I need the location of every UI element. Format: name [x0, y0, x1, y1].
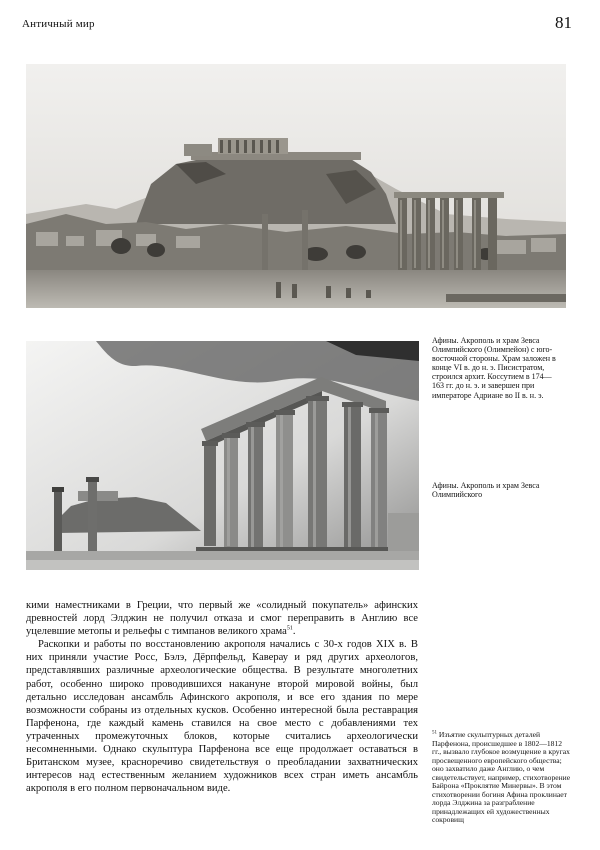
footnote	[432, 731, 572, 825]
caption-1: Афины. Акрополь и храм Зевса Олимпийского (Олимпейон) с юго-восточной стороны. Храм заложен в конце VI в. до н. э. Писистратом, строился архит. Коссутием в 174—163 гг. до н. э. и завершен при императоре Адриане во II в. н. э.	[432, 336, 556, 400]
photo-olympieion-columns	[26, 341, 419, 570]
footnote-ref-51: 51	[286, 625, 293, 632]
footnote-text: Изъятие скульптурных деталей Парфенона, происшедшее в 1802—1812 гг., вызвало глубокое возмущение в кругах просвещенного европейского общества; оно захватило даже Англию, о чем свидетельствует, например, стихотворение Байрона «Проклятие Минервы». В этом стихотворении богиня Афина проклинает лорда Элджина за разграбление принадлежащих ей художественных сокровищ	[432, 730, 571, 824]
photo-2-illustration	[26, 341, 419, 570]
paragraph-1-end: .	[292, 626, 296, 638]
body-text	[26, 599, 418, 795]
paragraph-1	[26, 599, 418, 638]
paragraph-2: Раскопки и работы по восстановлению акрополя начались с 30-х годов XIX в. В них приняли участие Росс, Бэлэ, Дёрпфельд, Кавеpау и ряд других археологов, представлявших различные археологические общества. В результате многолетних работ, особенно широко проводившихся накануне второй мировой войны, был детально исследован ансамбль Афинского акрополя, и все его здания по мере возможности собраны из отдельных кусков. Особенно интересной была реставрация Парфенона, где каждый камень ставился на свое место с добавлениями тех утраченных промежуточных блоков, которые считались археологически несомненными. Однако скульптура Парфенона все еще продолжает оставаться в Британском музее, красноречиво свидетельствуя о преобладании захватнических интересов над естественным желанием художников всех стран иметь ансамбль акрополя в его полном первоначальном виде.	[26, 639, 418, 795]
photo-1-illustration	[26, 64, 566, 308]
photo-acropolis-olympieion	[26, 64, 566, 308]
paragraph-1-text: кими наместниками в Греции, что первый же «солидный покупатель» афинских древностей лорд Элджин не получил отказа и смог переправить в Англию все уцелевшие метопы и рельефы с тимпанов великого храма	[26, 600, 418, 638]
footnote-marker: 51	[432, 730, 437, 736]
running-title: Античный мир	[22, 18, 95, 30]
page-number: 81	[555, 13, 572, 32]
caption-2: Афины. Акрополь и храм Зевса Олимпийского	[432, 481, 540, 500]
